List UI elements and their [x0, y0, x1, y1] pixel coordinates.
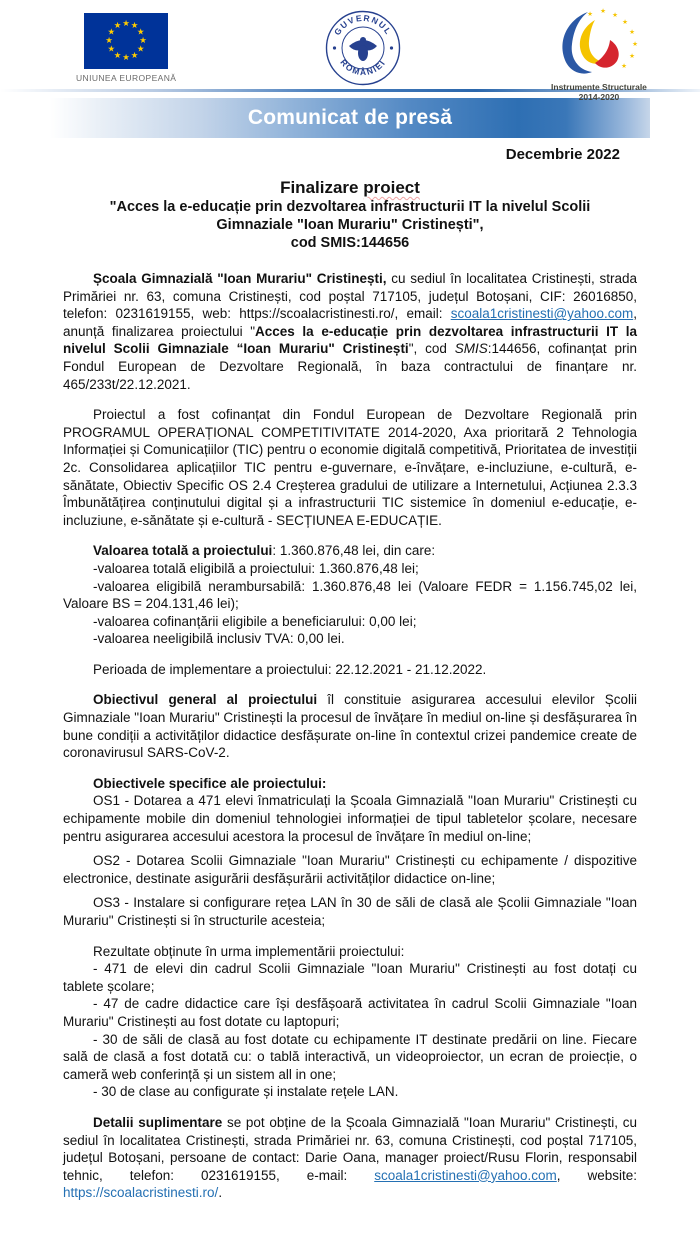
svg-text:★: ★ [113, 21, 122, 31]
eu-flag-logo [76, 12, 176, 83]
government-seal-logo [325, 10, 401, 86]
svg-text:★: ★ [587, 10, 593, 18]
svg-text:★: ★ [122, 19, 130, 29]
result-item: - 30 de săli de clasă au fost dotate cu echipamente IT destinate predării on line. Fiecare sală de clasă a fost dotată cu: o tablă interactivă, un videoproiector, un ecran de proiecție, o cameră web conferință și un sistem all in one; [63, 1031, 637, 1082]
paragraph-intro: Școala Gimnazială "Ioan Murariu" Cristinești, cu sediul în localitatea Cristinești, strada Primăriei nr. 63, comuna Cristinești, cod poștal 717105, județul Botoșani, CIF: 26016850, telefon: 0231619155, web: https://scoalacristinesti.ro/, email: scoala1cristinesti@yahoo.com, anunță finalizarea proiectului "Acces la e-educație prin dezvoltarea infrastructurii IT la nivelul Scolii Gimnaziale “Ioan Murariu" Cristinești", cod SMIS:144656, cofinanțat prin Fondul European de Dezvoltare Regională, în baza contractului de finanțare nr. 465/233t/22.12.2021. [63, 271, 638, 392]
svg-text:★: ★ [612, 11, 618, 19]
value-item: -valoarea cofinanțării eligibile a beneficiarului: 0,00 lei; [93, 613, 417, 629]
objective-os1: OS1 - Dotarea a 471 elevi înmatriculați la Școala Gimnazială "Ioan Murariu" Cristinești cu echipamente mobile din domeniul tehnologiei informației de tipul tabletelor școlare, necesare pentru asigurarea accesului acestora la procesul de învățare în mediul on-line; [63, 793, 637, 844]
structural-instruments-icon [550, 8, 648, 80]
svg-text:★: ★ [629, 28, 635, 36]
specific-objectives-heading: Obiectivele specifice ale proiectului: [93, 775, 327, 791]
banner-title: Comunicat de presă [247, 106, 453, 129]
project-title-line-2: Gimnaziale "Ioan Murariu" Cristinești", [216, 217, 484, 233]
value-item: -valoarea neeligibilă inclusiv TVA: 0,00 lei. [93, 631, 345, 647]
paragraph-general-objective: Obiectivul general al proiectului îl constituie asigurarea accesului elevilor Școlii Gimnaziale "Ioan Murariu" Cristinești la procesul de învățare în mediul on-line și desfășurarea în bune condiții a activităților didactice desfășurate on-line în contextul crizei pandemice create de coronavirusul SARS-CoV-2. [63, 692, 637, 761]
paragraph-total-value: Valoarea totală a proiectului: 1.360.876,48 lei, din care: [93, 543, 436, 559]
svg-text:★: ★ [137, 27, 145, 38]
email-link[interactable]: scoala1cristinesti@yahoo.com [374, 1167, 557, 1183]
logo-header [0, 0, 700, 102]
svg-text:★: ★ [139, 36, 147, 46]
email-link[interactable]: scoala1cristinesti@yahoo.com [450, 306, 634, 322]
result-item: - 30 de clase au configurate și instalate rețele LAN. [93, 1084, 399, 1100]
svg-text:★: ★ [621, 62, 627, 70]
press-release-banner [50, 98, 650, 138]
result-item: - 47 de cadre didactice care își desfășoară activitatea în cadrul Scolii Gimnaziale "Ioan Murariu" Cristinești au fost dotate cu laptopuri; [63, 996, 637, 1029]
svg-text:GUVERNUL [332, 13, 394, 37]
paragraph-details: Detalii suplimentare se pot obține de la Școala Gimnazială "Ioan Murariu" Cristinești, cu sediul în localitatea Cristinești, strada Primăriei nr. 63, comuna Cristinești, cod poștal 717105, județul Botoșani, persoane de contact: Darie Oana, manager proiect/Rusu Florin, responsabil tehnic, telefon: 0231619155, e-mail: scoala1cristinesti@yahoo.com, website: https://scoalacristinesti.ro/. [63, 1114, 637, 1201]
paragraph-period: Perioada de implementare a proiectului: 22.12.2021 - 21.12.2022. [93, 661, 487, 677]
svg-text:★: ★ [130, 51, 139, 61]
svg-text:★: ★ [113, 51, 122, 61]
project-title-line-1: "Acces la e-educație prin dezvoltarea infrastructurii IT la nivelul Scolii [109, 199, 591, 215]
date: Decembrie 2022 [505, 146, 620, 163]
paragraph-program: Proiectul a fost cofinanțat din Fondul European de Dezvoltare Regională prin PROGRAMUL OPERAȚIONAL COMPETITIVITATE 2014-2020, Axa prioritară 2 Tehnologia Informației și Comunicațiilor (TIC) pentru o economie digitală competitivă, Prioritatea de investiții 2c. Consolidarea aplicațiilor TIC pentru e-guvernare, e-învățare, e-incluziune, e-cultură, e-sănătate, Obiectiv Specific OS 2.4 Creșterea gradului de utilizare a Internetului, Acțiunea 2.3.3 Îmbunătățirea conținutului digital și a infrastructurii TIC sistemice în domeniul e-educație, e-incluziune, e-sănătate și e-cultură - SECȚIUNEA E-EDUCAȚIE. [63, 407, 637, 528]
svg-text:★: ★ [137, 44, 145, 55]
svg-text:★: ★ [130, 21, 139, 31]
svg-text:★: ★ [107, 44, 116, 55]
eu-flag-icon [83, 12, 169, 70]
structural-instruments-logo [550, 8, 648, 102]
svg-text:★: ★ [600, 8, 606, 15]
objective-os2: OS2 - Dotarea Scolii Gimnaziale "Ioan Murariu" Cristinești cu echipamente / dispozitive electronice, destinate asigurării desfășurării activităților didactice on-line; [63, 853, 637, 886]
government-seal-bottom-text: ROMÂNIEI [338, 57, 388, 78]
government-seal-icon [325, 10, 401, 86]
results-heading: Rezultate obținute în urma implementării proiectului: [93, 943, 405, 959]
document-body [63, 270, 637, 1202]
value-item: -valoarea totală eligibilă a proiectului: 1.360.876,48 lei; [93, 560, 419, 576]
heading-finalizare-proiect: Finalizare proiect [280, 178, 420, 197]
eagle-emblem-icon [349, 37, 377, 61]
website-link[interactable]: https://scoalacristinesti.ro/ [63, 1185, 219, 1201]
objective-os3: OS3 - Instalare si configurare rețea LAN în 30 de săli de clasă ale Școlii Gimnaziale "Ioan Murariu" Cristinești si în structurile acesteia; [63, 895, 637, 928]
svg-text:★: ★ [632, 40, 638, 48]
project-smis-code: cod SMIS:144656 [290, 235, 410, 251]
result-item: - 471 de elevi din cadrul Scolii Gimnaziale "Ioan Murariu" Cristinești au fost dotați cu tablete școlare; [63, 961, 637, 994]
value-item: -valoarea eligibilă nerambursabilă: 1.360.876,48 lei (Valoare FEDR = 1.156.745,02 lei, Valoare BS = 204.131,46 lei); [63, 578, 637, 612]
svg-text:★: ★ [105, 36, 113, 46]
government-seal-top-text: GUVERNUL [332, 12, 395, 37]
svg-text:★: ★ [622, 18, 628, 26]
svg-text:★: ★ [107, 27, 116, 38]
spellcheck-underlined-word: proiect [363, 178, 420, 197]
eu-flag-caption: UNIUNEA EUROPEANĂ [76, 73, 177, 83]
document-heading [0, 177, 700, 252]
svg-text:★: ★ [122, 53, 130, 63]
svg-text:★: ★ [629, 52, 635, 60]
structural-instruments-caption: Instrumente Structurale 2014-2020 [551, 82, 647, 102]
